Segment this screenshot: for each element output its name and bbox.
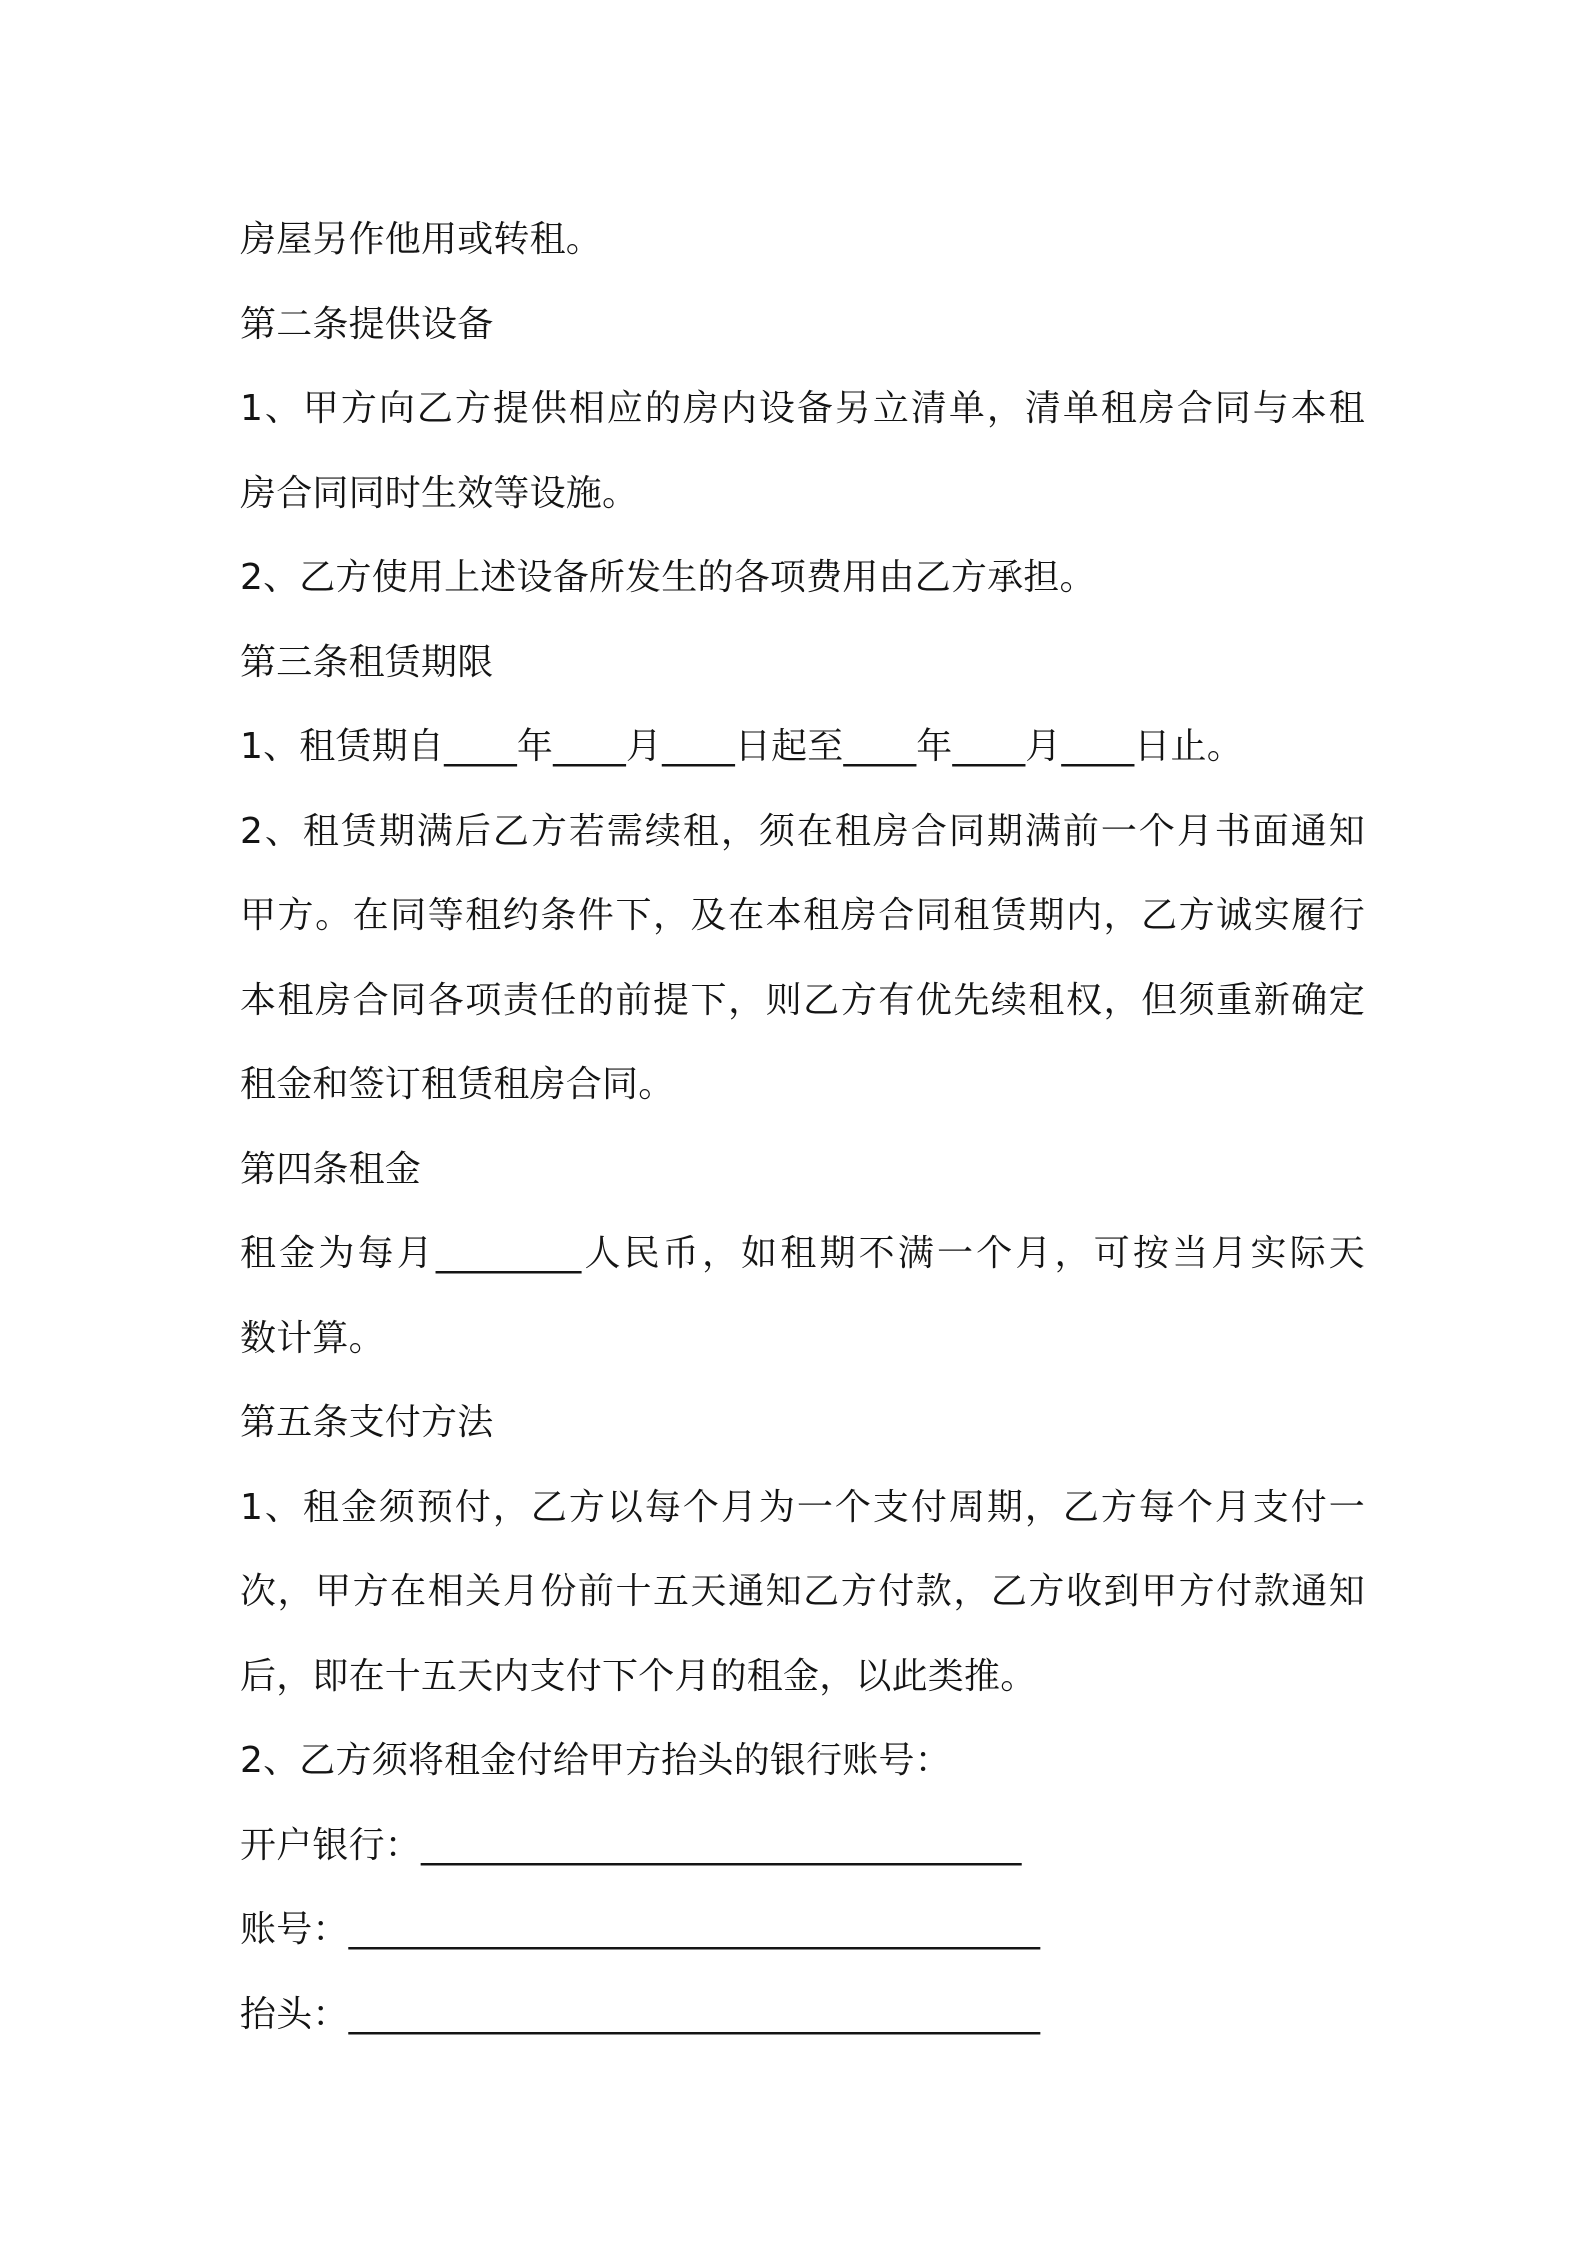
section-heading-rent: 第四条租金: [240, 1148, 422, 1190]
text-line: 甲方。在同等租约条件下，及在本租房合同租赁期内，乙方诚实履行: [240, 895, 1365, 936]
text-line: 租金为每月________人民币，如租期不满一个月，可按当月实际天: [240, 1233, 1365, 1274]
account-holder-field: 抬头：______________________________________: [240, 1993, 1041, 2035]
text-line: 租金和签订租赁租房合同。: [240, 1064, 675, 1105]
text-line: 数计算。: [240, 1317, 385, 1359]
text-line: 房屋另作他用或转租。: [240, 219, 603, 260]
section-heading-equipment: 第二条提供设备: [240, 303, 494, 345]
text-line: 1、租赁期自____年____月____日起至____年____月____日止。: [240, 726, 1243, 767]
text-line: 2、乙方须将租金付给甲方抬头的银行账号：: [240, 1740, 951, 1781]
section-heading-lease-term: 第三条租赁期限: [240, 641, 494, 683]
text-line: 房合同同时生效等设施。: [240, 472, 639, 514]
text-line: 后，即在十五天内支付下个月的租金，以此类推。: [240, 1655, 1037, 1697]
text-line: 1、甲方向乙方提供相应的房内设备另立清单，清单租房合同与本租: [240, 388, 1365, 429]
section-heading-payment: 第五条支付方法: [240, 1402, 494, 1443]
text-line: 本租房合同各项责任的前提下，则乙方有优先续租权，但须重新确定: [240, 979, 1365, 1021]
text-line: 次，甲方在相关月份前十五天通知乙方付款，乙方收到甲方付款通知: [240, 1571, 1365, 1612]
text-line: 2、租赁期满后乙方若需续租，须在租房合同期满前一个月书面通知: [240, 810, 1365, 852]
document-body: [240, 198, 1365, 2057]
text-line: 1、租金须预付，乙方以每个月为一个支付周期，乙方每个月支付一: [240, 1486, 1365, 1528]
bank-name-field: 开户银行：_________________________________: [240, 1824, 1022, 1866]
text-line: 2、乙方使用上述设备所发生的各项费用由乙方承担。: [240, 557, 1096, 598]
account-number-field: 账号：______________________________________: [240, 1909, 1041, 1950]
